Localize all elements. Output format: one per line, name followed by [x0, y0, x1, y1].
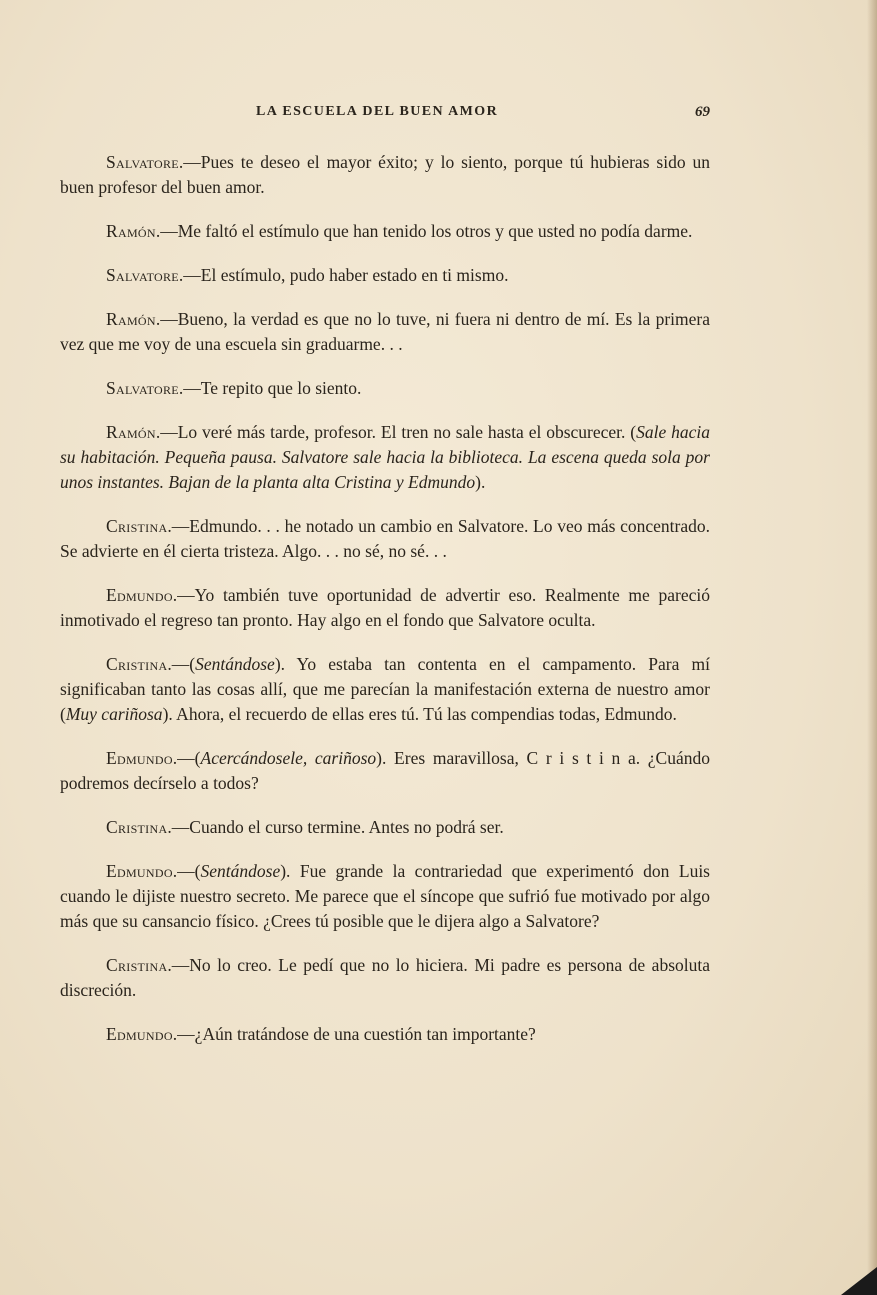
speaker-name: Cristina [106, 654, 168, 674]
speaker-name: Ramón [106, 422, 156, 442]
speech-text: Edmundo. . . he notado un cambio en Salvatore. Lo veo más concentrado. Se advierte en él cierta tristeza. Algo. . . no sé, no sé. . . [60, 516, 710, 561]
speaker-name: Cristina [106, 516, 168, 536]
stage-direction: Muy cariñosa [65, 704, 163, 724]
speaker-name: Edmundo [106, 1024, 173, 1044]
speech-text: No lo creo. Le pedí que no lo hiciera. Mi padre es persona de absoluta discreción. [60, 955, 710, 1000]
stage-direction: Sentándose [200, 861, 281, 881]
speech-text: Te repito que lo siento. [200, 378, 362, 398]
stage-direction: Sentándose [195, 654, 275, 674]
speech-text: ). Fue grande la contrariedad que experimentó don Luis cuando le dijiste nuestro secreto. Me parece que el síncope que sufrió fue motivado por algo más que su cansancio físico. ¿Crees tú posible que le dijera algo a Salvatore? [60, 861, 710, 931]
speech-paragraph: Edmundo.—(Sentándose). Fue grande la contrariedad que experimentó don Luis cuando le dijiste nuestro secreto. Me parece que el síncope que sufrió fue motivado por algo más que su cansancio físico. ¿Crees tú posible que le dijera algo a Salvatore? [60, 861, 710, 931]
speech-text: ¿Aún tratándose de una cuestión tan importante? [194, 1024, 536, 1044]
stage-direction: Sale hacia su habitación. Pequeña pausa. Salvatore sale hacia la biblioteca. La escena queda sola por unos instantes. Bajan de la planta alta Cristina y Edmundo [60, 422, 710, 492]
speech-paragraph: Ramón.—Lo veré más tarde, profesor. El tren no sale hasta el obscurecer. (Sale hacia su habitación. Pequeña pausa. Salvatore sale hacia la biblioteca. La escena queda sola por unos instantes. Bajan de la planta alta Cristina y Edmundo). [60, 422, 710, 492]
speaker-name: Cristina [106, 955, 168, 975]
speech-paragraph: Edmundo.—¿Aún tratándose de una cuestión tan importante? [106, 1024, 536, 1044]
speech-text: Cuando el curso termine. Antes no podrá ser. [189, 817, 504, 837]
speech-paragraph: Ramón.—Bueno, la verdad es que no lo tuve, ni fuera ni dentro de mí. Es la primera vez que me voy de una escuela sin graduarme. . . [60, 309, 710, 354]
speech-text: Yo también tuve oportunidad de advertir eso. Realmente me pareció inmotivado el regreso tan pronto. Hay algo en el fondo que Salvatore oculta. [60, 585, 710, 630]
speech-paragraph: Salvatore.—Pues te deseo el mayor éxito; y lo siento, porque tú hubieras sido un buen profesor del buen amor. [60, 152, 710, 197]
speech-paragraph: Cristina.—Cuando el curso termine. Antes no podrá ser. [106, 817, 504, 837]
running-title: LA ESCUELA DEL BUEN AMOR [256, 104, 499, 119]
speaker-name: Cristina [106, 817, 168, 837]
speech-paragraph: Ramón.—Me faltó el estímulo que han tenido los otros y que usted no podía darme. [106, 221, 693, 241]
speech-text: Pues te deseo el mayor éxito; y lo siento, porque tú hubieras sido un buen profesor del buen amor. [60, 152, 710, 197]
speech-paragraph: Cristina.—Edmundo. . . he notado un cambio en Salvatore. Lo veo más concentrado. Se advierte en él cierta tristeza. Algo. . . no sé, no sé. . . [60, 516, 710, 561]
speaker-name: Edmundo [106, 585, 173, 605]
page-header [60, 104, 710, 126]
page-edge-shadow [867, 0, 877, 1295]
speech-text: Lo veré más tarde, profesor. El tren no sale hasta el obscurecer. ( [177, 422, 637, 442]
page-corner [841, 1267, 877, 1295]
speaker-name: Ramón [106, 221, 156, 241]
speech-paragraph: Edmundo.—(Acercándosele, cariñoso). Eres maravillosa, C r i s t i n a. ¿Cuándo podremos decírselo a todos? [60, 748, 710, 793]
page-number: 69 [695, 104, 710, 120]
stage-direction: Acercándosele, cariñoso [200, 748, 377, 768]
speaker-name: Salvatore [106, 378, 179, 398]
speaker-name: Salvatore [106, 152, 179, 172]
speaker-name: Edmundo [106, 861, 173, 881]
speech-text: ). Eres maravillosa, C r i s t i n a. ¿Cuándo podremos decírselo a todos? [60, 748, 710, 793]
speech-paragraph: Cristina.—(Sentándose). Yo estaba tan contenta en el campamento. Para mí significaban tanto las cosas allí, que me parecían la manifestación externa de nuestro amor (Muy cariñosa). Ahora, el recuerdo de ellas eres tú. Tú las compendias todas, Edmundo. [60, 654, 710, 724]
speech-text: Bueno, la verdad es que no lo tuve, ni fuera ni dentro de mí. Es la primera vez que me voy de una escuela sin graduarme. . . [60, 309, 710, 354]
speaker-name: Edmundo [106, 748, 173, 768]
speech-text: El estímulo, pudo haber estado en ti mismo. [200, 265, 509, 285]
speech-text: ). Yo estaba tan contenta en el campamento. Para mí significaban tanto las cosas allí, que me parecían la manifestación externa de nuestro amor ( [60, 654, 710, 724]
speech-paragraph: Edmundo.—Yo también tuve oportunidad de advertir eso. Realmente me pareció inmotivado el regreso tan pronto. Hay algo en el fondo que Salvatore oculta. [60, 585, 710, 630]
speaker-name: Ramón [106, 309, 156, 329]
speech-text: Me faltó el estímulo que han tenido los otros y que usted no podía darme. [177, 221, 693, 241]
speaker-name: Salvatore [106, 265, 179, 285]
dialogue-text [60, 150, 710, 1066]
speech-paragraph: Cristina.—No lo creo. Le pedí que no lo hiciera. Mi padre es persona de absoluta discreción. [60, 955, 710, 1000]
speech-paragraph: Salvatore.—Te repito que lo siento. [106, 378, 362, 398]
speech-paragraph: Salvatore.—El estímulo, pudo haber estado en ti mismo. [106, 265, 509, 285]
